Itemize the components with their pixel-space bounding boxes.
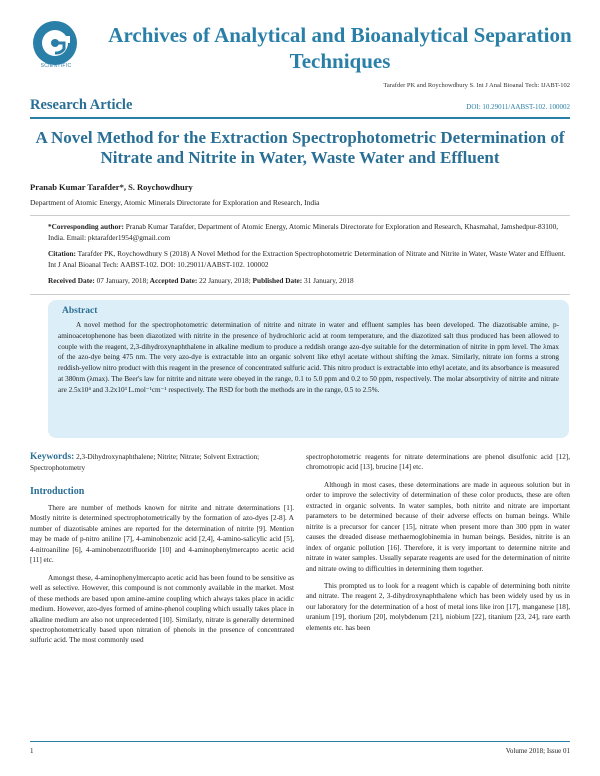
paragraph: This prompted us to look for a reagent which is capable of determining both nitrite and nitrate. The reagent 2, 3-dihydroxynaphthalene which has been widely used by us in our laboratory for the determination of a host of metal ions like iron [17], manganese [18], uranium [19], thorium [20], molybdenum [21], niobium [22], titanium [23, 24], rare earth elements etc. has been <box>306 581 570 632</box>
footer-divider <box>30 741 570 742</box>
keywords <box>30 452 294 473</box>
paragraph: There are number of methods known for nitrite and nitrate determinations [1]. Mostly nitrite is determined spectrophotometrically by the formation of azo-dyes [2-8]. A number of diazotisable amines are reported for the determination of nitrite [9]. Mention may be made of p-nitro aniline [7], 4-aminobenzoic acid [2,4], 4-amino-salicylic acid [5], 4-nitroaniline [6], 4-aminobenzotrifluoride [10] and 4-aminophenylmercapto acetic acid [11] etc. <box>30 504 294 565</box>
body-column-right <box>306 452 570 640</box>
header-divider <box>30 117 570 119</box>
volume-issue: Volume 2018; Issue 01 <box>505 747 570 755</box>
journal-title: Archives of Analytical and Bioanalytical Separation Techniques <box>108 23 572 73</box>
abstract-text: A novel method for the spectrophotometric determination of nitrite and nitrate in water and effluent samples has been developed. The diazotisable amine, p-aminoacetophenone has been diazotized with nitrite in the presence of hydrochloric acid at room temperature, and the diazotized salt thus produced has been allowed to couple with the reagent, 2,3-dihydroxynaphthalene in alkaline medium to produce a reddish orange azo-dye suitable for the determination of nitrite in ppm level. The λmax of the azo-dye being 475 nm. The very azo-dye is extractable into an organic solvent like ethyl acetate without shifting the λmax. Similarly, nitrate ion forms a strong reddish-yellow nitro product with this reagent in the presence of concentrated sulfuric acid. This nitro product is extractable into ethyl acetate, and its absorbance is measured at 380nm (λmax). The Beer's law for nitrite and nitrate were obeyed in the range, 0.1 to 5.0 ppm and 0.2 to 50 ppm, respectively. The molar absorptivity of nitrite and nitrate are 2.5x10⁴ and 3.2x10³ L.mol⁻¹cm⁻¹ respectively. The RSD for both the methods are in the range, 0.5 to 2.5%. <box>58 321 559 394</box>
article-title: A Novel Method for the Extraction Spectrophotometric Determination of Nitrate and Nitrite in Water, Waste Water and Effluent <box>35 128 565 167</box>
dates: Received Date: 07 January, 2018; Accepted Date: 22 January, 2018; Published Date: 31 January, 2018 <box>48 276 354 285</box>
corresponding-author <box>48 222 568 243</box>
authors: Pranab Kumar Tarafder*, S. Roychowdhury <box>30 182 193 192</box>
keywords-label: Keywords: <box>30 452 75 462</box>
divider <box>30 294 570 295</box>
introduction-heading: Introduction <box>30 486 85 497</box>
abstract-heading: Abstract <box>62 306 98 316</box>
paragraph: Although in most cases, these determinations are made in aqueous solution but in order to improve the selectivity of determination of these color products, these are often extracted in organic solvents. In water samples, both nitrite and nitrate are important parameters to be determined because of their adverse effects on human beings. While nitrite is a precursor for cancer [15], nitrate when present more than 300 ppm in water causes the dreaded disease methaemoglobinemia in human beings. Besides, nitrite is an index of organic pollution [16]. Therefore, it is very important to determine nitrite and nitrate in water samples. Usually separate reagents are used for the determination of nitrite and nitrate owing to difficulties in determining them together. <box>306 480 570 573</box>
doi-link[interactable]: DOI: 10.29011/AABST-102. 100002 <box>466 103 570 111</box>
keywords-text: 2,3-Dihydroxynaphthalene; Nitrite; Nitrate; Solvent Extraction; Spectrophotometry <box>30 453 260 472</box>
publisher-logo <box>30 18 80 68</box>
divider <box>30 215 570 216</box>
body-column-left <box>30 503 294 653</box>
page-number: 1 <box>30 747 34 755</box>
citation <box>48 249 568 270</box>
paragraph: spectrophotometric reagents for nitrate determinations are phenol disulfonic acid [12], chromotropic acid [13], brucine [14] etc. <box>306 453 570 472</box>
citation-text: Tarafder PK, Roychowdhury S (2018) A Novel Method for the Extraction Spectrophotometric Determination of Nitrate and Nitrite in Water, Waste Water and Effluent. Int J Anal Bioanal Tech: AABST-102. DOI: 10.29011/AABST-102. 100002 <box>48 249 566 269</box>
article-info <box>48 222 568 293</box>
abstract-box <box>48 300 569 438</box>
corr-text: Pranab Kumar Tarafder, Department of Atomic Energy, Atomic Minerals Directorate for Exploration and Research, Khasmahal, Jamshedpur-83100, India. Email: pktarafder1954@gmail.com <box>48 222 559 242</box>
section-label: Research Article <box>30 97 133 113</box>
paragraph: Amongst these, 4-aminophenylmercapto acetic acid has been found to be sensitive as well as selective. However, this compound is not commonly available in the market. Most of these methods are based upon amine-amine coupling which always takes place in acidic medium. However, azo-dyes formed of amine-phenol coupling which usually takes place in alkaline medium are also not unprecedented [10]. Similarly, nitrate is generally determined spectrophotometrically based upon nitration of phenols in the presence of concentrated sulfuric acid. The most commonly used <box>30 573 294 645</box>
corr-label: *Corresponding author: <box>48 222 124 231</box>
affiliation: Department of Atomic Energy, Atomic Minerals Directorate for Exploration and Research, India <box>30 198 320 207</box>
citation-label: Citation: <box>48 249 76 258</box>
publisher-logo-icon <box>30 18 80 68</box>
publisher-name: SCIENTIFIC <box>40 63 72 69</box>
short-citation: Tarafder PK and Roychowdhury S. Int J Anal Bioanal Tech: IJABT-102 <box>383 82 570 89</box>
